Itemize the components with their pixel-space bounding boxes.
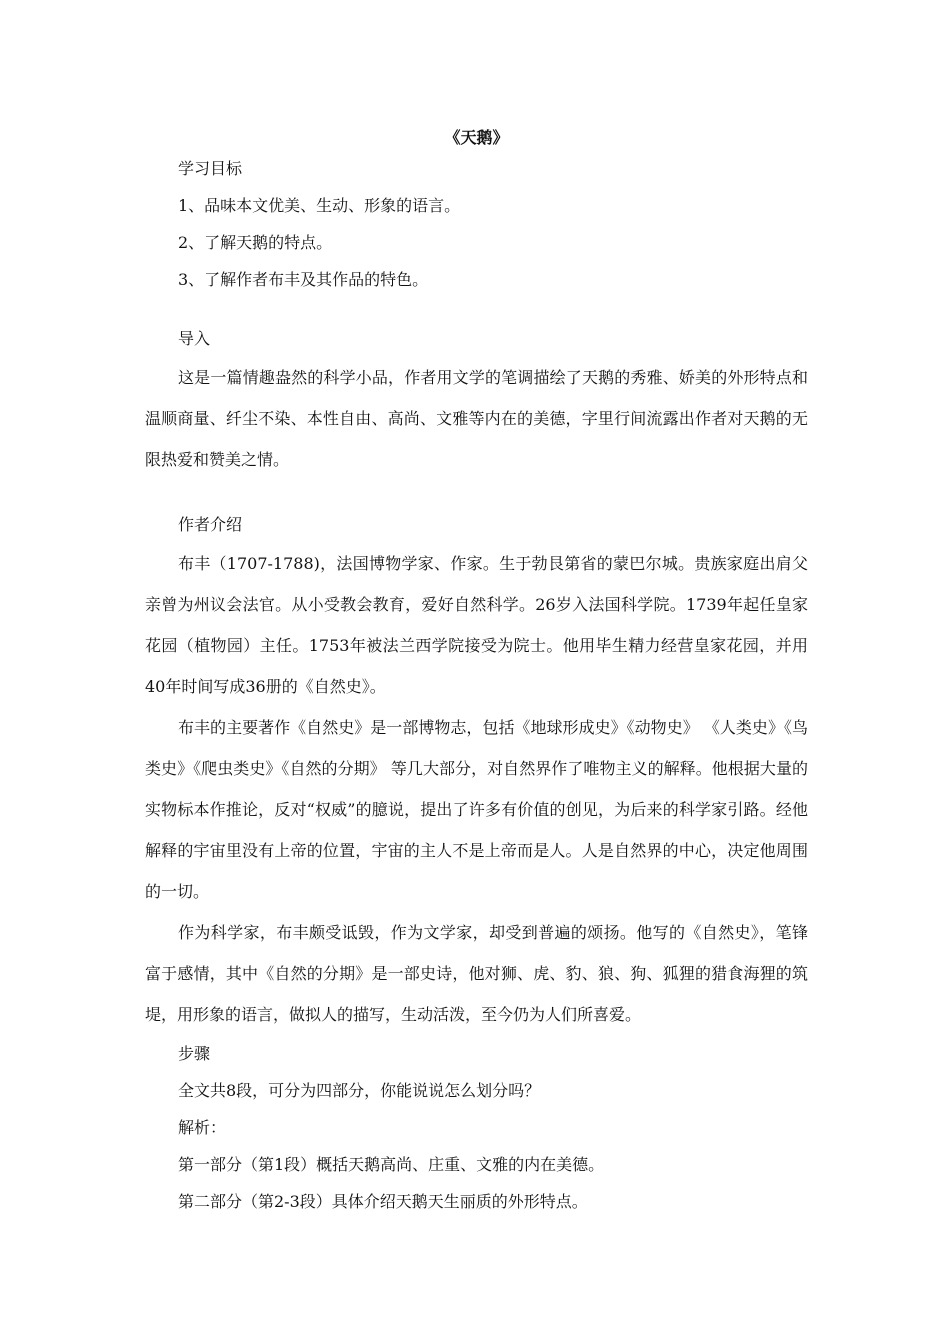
- steps-heading: 步骤: [178, 1044, 211, 1063]
- objective-item: 3、了解作者布丰及其作品的特色。: [178, 270, 429, 289]
- spacer: [145, 298, 808, 320]
- objective-item: 2、了解天鹅的特点。: [178, 233, 333, 252]
- author-paragraph: 布丰（1707-1788)，法国博物学家、作家。生于勃艮第省的蒙巴尔城。贵族家庭出肩父亲曾为州议会法官。从小受教会教育，爱好自然科学。26岁入法国科学院。1739年起任皇家花园（植物园）主任。1753年被法兰西学院接受为院士。他用毕生精力经营皇家花园，并用40年时间写成36册的《自然史》。: [145, 554, 808, 696]
- intro-paragraph: 这是一篇情趣盎然的科学小品，作者用文学的笔调描绘了天鹅的秀雅、娇美的外形特点和温顺商量、纤尘不染、本性自由、高尚、文雅等内在的美德，字里行间流露出作者对天鹅的无限热爱和赞美之情。: [145, 368, 808, 469]
- author-paragraph: 布丰的主要著作《自然史》是一部博物志，包括《地球形成史》《动物史》 《人类史》《鸟类史》《爬虫类史》《自然的分期》 等几大部分，对自然界作了唯物主义的解释。他根据大量的实物标本作推论，反对“权威”的臆说，提出了许多有价值的创见，为后来的科学家引路。经他解释的宇宙里没有上帝的位置，宇宙的主人不是上帝而是人。人是自然界的中心，决定他周围的一切。: [145, 718, 808, 901]
- analysis-part: 第一部分（第1段）概括天鹅高尚、庄重、文雅的内在美德。: [178, 1155, 605, 1174]
- analysis-part: 第二部分（第2-3段）具体介绍天鹅天生丽质的外形特点。: [178, 1192, 588, 1211]
- document-page: [145, 118, 808, 1220]
- objective-item: 1、品味本文优美、生动、形象的语言。: [178, 196, 461, 215]
- steps-question: 全文共8段，可分为四部分，你能说说怎么划分吗？: [178, 1081, 541, 1100]
- analysis-label: 解析：: [178, 1118, 227, 1137]
- spacer: [145, 480, 808, 506]
- document-title: 《天鹅》: [444, 128, 509, 147]
- objectives-heading: 学习目标: [178, 159, 243, 178]
- intro-heading: 导入: [178, 329, 211, 348]
- author-paragraph: 作为科学家，布丰颇受诋毁，作为文学家，却受到普遍的颂扬。他写的《自然史》，笔锋富于感情，其中《自然的分期》是一部史诗，他对狮、虎、豹、狼、狗、狐狸的猎食海狸的筑堤，用形象的语言，做拟人的描写，生动活泼，至今仍为人们所喜爱。: [145, 923, 808, 1024]
- author-heading: 作者介绍: [178, 515, 243, 534]
